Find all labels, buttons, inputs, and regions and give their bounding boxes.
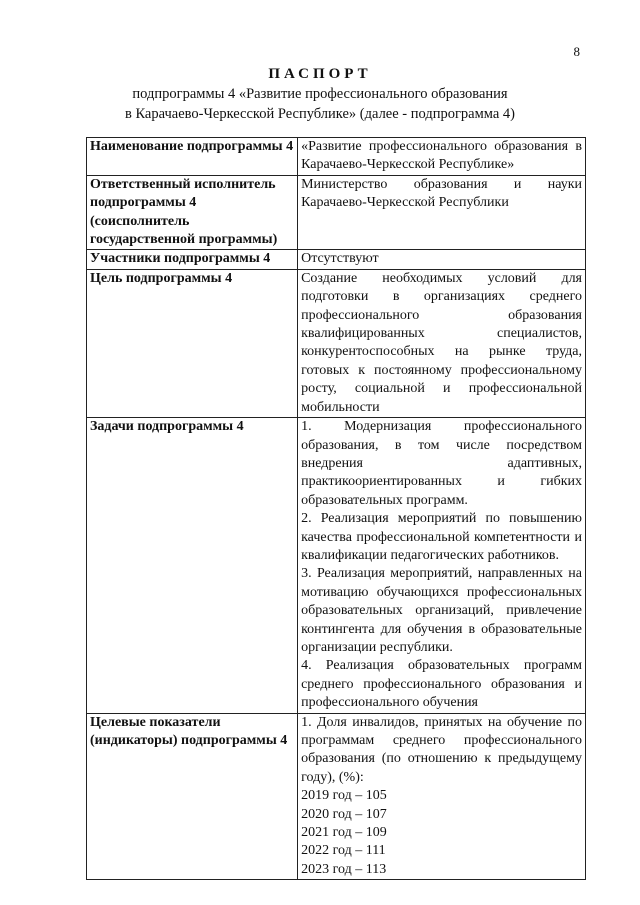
- tasks-list: [298, 418, 586, 714]
- subtitle-line: в Карачаево-Черкесской Республике» (далее - подпрограмма 4): [124, 106, 516, 122]
- row-value: Министерство образования и науки Карачаево-Черкесской Республики: [298, 175, 586, 250]
- list-item: 2. Реализация мероприятий по повышению качества профессиональной компетентности и квалификации педагогических работников.: [301, 511, 582, 563]
- document-title: ПАСПОРТ: [268, 66, 372, 82]
- list-item: 3. Реализация мероприятий, направленных на мотивацию обучающихся профессиональных образовательных организаций, привлечение контингента для обучения в образовательные организации республики.: [301, 566, 582, 655]
- table-row: [87, 250, 586, 269]
- document-subtitle: [0, 84, 640, 124]
- table-row: [87, 713, 586, 880]
- list-item: 4. Реализация образовательных программ среднего профессионального образования и профессионального обучения: [301, 658, 582, 711]
- passport-table: [86, 137, 586, 880]
- indicator-year: 2019 год – 105: [301, 788, 387, 804]
- indicator-year: 2023 год – 113: [301, 861, 387, 877]
- row-value: Отсутствуют: [298, 250, 586, 269]
- subtitle-line: подпрограммы 4 «Развитие профессионального образования: [132, 86, 508, 102]
- indicator-year: 2022 год – 111: [301, 843, 386, 859]
- indicators-cell: [298, 713, 586, 880]
- indicator-year: 2021 год – 109: [301, 825, 387, 841]
- row-value: Создание необходимых условий для подготовки в организациях среднего профессионального образования квалифицированных специалистов, конкурентоспособных на рынке труда, готовых к постоянному профессиональному росту, социальной и профессиональной мобильности: [298, 269, 586, 417]
- indicator-year: 2020 год – 107: [301, 806, 387, 822]
- page-number: 8: [573, 44, 580, 59]
- list-item: 1. Модернизация профессионального образования, в том числе посредством внедрения адаптивных, практикоориентированных и гибких образовательных программ.: [301, 419, 582, 508]
- table-row: [87, 138, 586, 176]
- row-value: «Развитие профессионального образования в Карачаево-Черкесской Республике»: [298, 138, 586, 176]
- row-label: Цель подпрограммы 4: [87, 269, 298, 417]
- table-row: [87, 418, 586, 714]
- table-row: [87, 269, 586, 417]
- row-label: Задачи подпрограммы 4: [87, 418, 298, 714]
- row-label: Участники подпрограммы 4: [87, 250, 298, 269]
- row-label: Ответственный исполнитель подпрограммы 4 (соисполнитель государственной программы): [87, 175, 298, 250]
- row-label: Целевые показатели (индикаторы) подпрограммы 4: [87, 713, 298, 880]
- row-label: Наименование подпрограммы 4: [87, 138, 298, 176]
- table-row: [87, 175, 586, 250]
- indicator-intro: 1. Доля инвалидов, принятых на обучение по программам среднего профессионального образования (по отношению к предыдущему году), (%):: [301, 714, 582, 785]
